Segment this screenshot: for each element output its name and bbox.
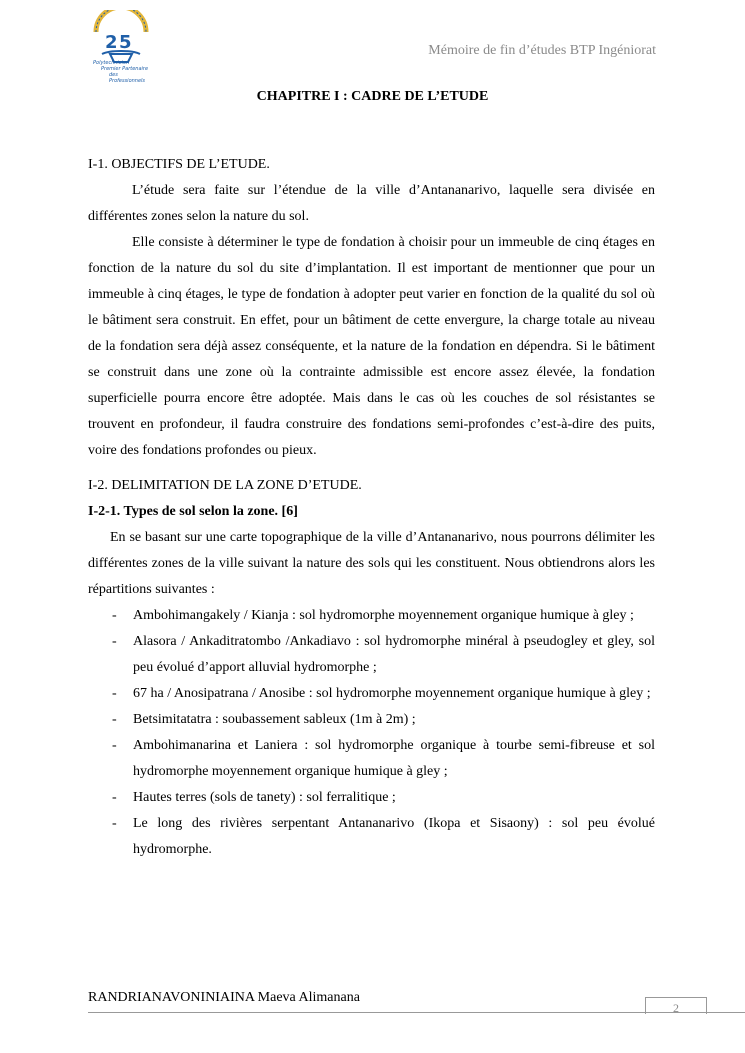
list-item-text: Ambohimangakely / Kianja : sol hydromorphe moyennement organique humique à gley ; <box>133 608 634 623</box>
section2-heading: I-2. DELIMITATION DE LA ZONE D’ETUDE. <box>88 478 362 493</box>
list-item <box>88 707 655 733</box>
list-item <box>88 785 655 811</box>
footer-author: RANDRIANAVONINIAINA Maeva Alimanana <box>88 990 360 1005</box>
header-title: Mémoire de fin d’études BTP Ingéniorat <box>428 43 656 58</box>
footer-divider <box>88 1012 655 1013</box>
list-item-text: Betsimitatatra : soubassement sableux (1m à 2m) ; <box>133 712 416 727</box>
list-item <box>88 603 655 629</box>
page-number-divider <box>655 1012 745 1013</box>
bullet-dash: - <box>112 686 117 701</box>
list-item-text: Ambohimanarina et Laniera : sol hydromorphe organique à tourbe semi-fibreuse et sol hydromorphe moyennement organique humique à gley ; <box>133 738 655 779</box>
section1-heading: I-1. OBJECTIFS DE L’ETUDE. <box>88 157 270 172</box>
list-item <box>88 811 655 863</box>
bullet-dash: - <box>112 738 117 753</box>
logo-caption-line-2: Premier Partenaire <box>101 66 149 72</box>
chapter-title: CHAPITRE I : CADRE DE L’ETUDE <box>256 89 489 104</box>
list-item-text: 67 ha / Anosipatrana / Anosibe : sol hydromorphe moyennement organique humique à gley ; <box>133 686 651 701</box>
bullet-dash: - <box>112 816 117 831</box>
svg-text:5: 5 <box>119 32 132 53</box>
list-item <box>88 629 655 681</box>
list-item <box>88 733 655 785</box>
soil-zones-list <box>88 603 655 863</box>
bullet-dash: - <box>112 790 117 805</box>
svg-text:2: 2 <box>105 32 118 53</box>
list-item-text: Le long des rivières serpentant Antananarivo (Ikopa et Sisaony) : sol peu évolué hydromorphe. <box>133 816 655 857</box>
logo-caption-line-1: Polytechnicien <box>93 60 130 66</box>
section2-intro: En se basant sur une carte topographique de la ville d’Antananarivo, nous pourrons délimiter les différentes zones de la ville suivant la nature des sols qui les constituent. Nous obtiendrons alors les répartitions suivantes : <box>88 530 655 597</box>
section1-paragraph-1: L’étude sera faite sur l’étendue de la ville d’Antananarivo, laquelle sera divisée en différentes zones selon la nature du sol. <box>88 183 655 224</box>
page-content <box>88 152 655 863</box>
page-number: 2 <box>645 997 707 1014</box>
bullet-dash: - <box>112 712 117 727</box>
school-logo <box>88 10 154 82</box>
bullet-dash: - <box>112 634 117 649</box>
list-item-text: Alasora / Ankaditratombo /Ankadiavo : sol hydromorphe minéral à pseudogley et gley, sol peu évolué d’apport alluvial hydromorphe ; <box>133 634 655 675</box>
logo-caption-line-3: des Professionnels <box>109 72 146 84</box>
list-item <box>88 681 655 707</box>
list-item-text: Hautes terres (sols de tanety) : sol ferralitique ; <box>133 790 396 805</box>
section2-subheading: I-2-1. Types de sol selon la zone. [6] <box>88 504 298 519</box>
section1-paragraph-2: Elle consiste à déterminer le type de fondation à choisir pour un immeuble de cinq étages en fonction de la nature du sol du site d’implantation. Il est important de mentionner que pour un immeuble à cinq étages, le type de fondation à adopter peut varier en fonction de la qualité du sol où le bâtiment sera construit. En effet, pour un bâtiment de cette envergure, la charge totale au niveau de la fondation sera déjà assez conséquente, et la nature de la fondation en dépendra. Si le bâtiment se construit dans une zone où la contrainte admissible est encore assez élevée, la fondation superficielle pourra encore être adoptée. Mais dans le cas où les couches de sol résistantes se trouvent en profondeur, il faudra construire des fondations semi-profondes c’est-à-dire des puits, voire des fondations profondes ou pieux. <box>88 235 655 458</box>
bullet-dash: - <box>112 608 117 623</box>
